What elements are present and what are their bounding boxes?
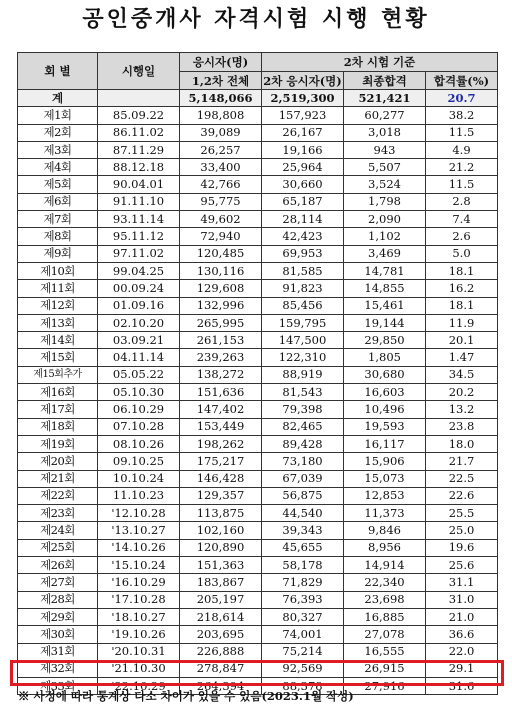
cell-applicants-all: 153,449 xyxy=(180,418,262,435)
header-applicants-second: 2차 응시자(명) xyxy=(263,73,342,88)
exam-statistics-table xyxy=(17,52,498,695)
cell-final-pass: 15,073 xyxy=(344,470,426,487)
cell-final-pass: 19,144 xyxy=(344,314,426,331)
cell-applicants-second: 44,540 xyxy=(262,505,344,522)
cell-final-pass: 3,524 xyxy=(344,176,426,193)
cell-applicants-all: 261,153 xyxy=(180,332,262,349)
cell-applicants-all: 239,263 xyxy=(180,349,262,366)
cell-applicants-second: 147,500 xyxy=(262,332,344,349)
cell-pass-rate: 1.47 xyxy=(426,349,498,366)
cell-round: 제29회 xyxy=(18,608,98,625)
cell-applicants-second: 82,465 xyxy=(262,418,344,435)
cell-date: 87.11.29 xyxy=(98,141,180,158)
cell-applicants-all: 147,402 xyxy=(180,401,262,418)
cell-applicants-all: 39,089 xyxy=(180,124,262,141)
cell-final-pass: 8,956 xyxy=(344,539,426,556)
cell-round: 제22회 xyxy=(18,487,98,504)
cell-date: '15.10.24 xyxy=(98,557,180,574)
cell-date: 06.10.29 xyxy=(98,401,180,418)
cell-date: '17.10.28 xyxy=(98,591,180,608)
cell-applicants-all: 198,808 xyxy=(180,107,262,124)
cell-date: 95.11.12 xyxy=(98,228,180,245)
latest-round-highlight-box xyxy=(10,660,504,686)
cell-pass-rate: 5.0 xyxy=(426,245,498,262)
cell-round: 제15회추가 xyxy=(18,366,98,383)
cell-pass-rate: 34.5 xyxy=(426,366,498,383)
cell-applicants-all: 151,636 xyxy=(180,384,262,401)
cell-pass-rate: 20.1 xyxy=(426,332,498,349)
cell-pass-rate: 21.7 xyxy=(426,453,498,470)
cell-pass-rate: 11.9 xyxy=(426,314,498,331)
cell-pass-rate: 22.6 xyxy=(426,487,498,504)
cell-pass-rate: 25.5 xyxy=(426,505,498,522)
cell-final-pass: 1,805 xyxy=(344,349,426,366)
cell-round: 제21회 xyxy=(18,470,98,487)
cell-date: '19.10.26 xyxy=(98,626,180,643)
table-row xyxy=(18,228,498,245)
cell-date: 05.05.22 xyxy=(98,366,180,383)
cell-final-pass: 22,340 xyxy=(344,574,426,591)
cell-applicants-second: 58,178 xyxy=(262,557,344,574)
cell-final-pass: 9,846 xyxy=(344,522,426,539)
cell-applicants-second: 76,393 xyxy=(262,591,344,608)
cell-final-pass: 16,117 xyxy=(344,435,426,452)
cell-date: 00.09.24 xyxy=(98,280,180,297)
cell-pass-rate: 22.5 xyxy=(426,470,498,487)
cell-round: 제5회 xyxy=(18,176,98,193)
cell-applicants-second: 73,180 xyxy=(262,453,344,470)
cell-applicants-second: 67,039 xyxy=(262,470,344,487)
cell-pass-rate: 13.2 xyxy=(426,401,498,418)
cell-applicants-second: 28,114 xyxy=(262,211,344,228)
cell-date: 08.10.26 xyxy=(98,435,180,452)
cell-applicants-all: 226,888 xyxy=(180,643,262,660)
table-row xyxy=(18,262,498,279)
cell-applicants-all: 129,608 xyxy=(180,280,262,297)
cell-applicants-all: 129,357 xyxy=(180,487,262,504)
cell-applicants-all: 130,116 xyxy=(180,262,262,279)
cell-pass-rate: 36.6 xyxy=(426,626,498,643)
cell-pass-rate: 18.1 xyxy=(426,297,498,314)
cell-date: 03.09.21 xyxy=(98,332,180,349)
header-final-pass: 최종합격 xyxy=(344,72,426,90)
table-row xyxy=(18,522,498,539)
cell-applicants-all: 102,160 xyxy=(180,522,262,539)
cell-pass-rate: 31.1 xyxy=(426,574,498,591)
cell-date: '18.10.27 xyxy=(98,608,180,625)
cell-round: 제15회 xyxy=(18,349,98,366)
table-row xyxy=(18,384,498,401)
cell-applicants-second: 69,953 xyxy=(262,245,344,262)
cell-final-pass: 2,090 xyxy=(344,211,426,228)
cell-final-pass: 3,018 xyxy=(344,124,426,141)
table-row xyxy=(18,608,498,625)
cell-date: 88.12.18 xyxy=(98,159,180,176)
table-row xyxy=(18,505,498,522)
cell-final-pass: 26,915 xyxy=(344,660,426,677)
cell-applicants-all: 120,485 xyxy=(180,245,262,262)
cell-applicants-all: 120,890 xyxy=(180,539,262,556)
cell-pass-rate: 18.1 xyxy=(426,262,498,279)
cell-date: 97.11.02 xyxy=(98,245,180,262)
cell-date: 11.10.23 xyxy=(98,487,180,504)
cell-applicants-second: 91,823 xyxy=(262,280,344,297)
cell-final-pass: 60,277 xyxy=(344,107,426,124)
cell-applicants-all: 205,197 xyxy=(180,591,262,608)
cell-final-pass: 11,373 xyxy=(344,505,426,522)
cell-pass-rate: 19.6 xyxy=(426,539,498,556)
table-row xyxy=(18,557,498,574)
cell-final-pass: 1,102 xyxy=(344,228,426,245)
cell-applicants-second: 30,660 xyxy=(262,176,344,193)
cell-pass-rate: 31.0 xyxy=(426,591,498,608)
cell-round: 제4회 xyxy=(18,159,98,176)
cell-pass-rate: 20.2 xyxy=(426,384,498,401)
cell-pass-rate: 11.5 xyxy=(426,176,498,193)
header-date: 시행일 xyxy=(98,53,180,90)
cell-applicants-second: 157,923 xyxy=(262,107,344,124)
table-row xyxy=(18,366,498,383)
cell-applicants-second: 122,310 xyxy=(262,349,344,366)
cell-final-pass: 19,593 xyxy=(344,418,426,435)
cell-round: 제11회 xyxy=(18,280,98,297)
cell-final-pass: 10,496 xyxy=(344,401,426,418)
cell-applicants-second: 81,585 xyxy=(262,262,344,279)
cell-date: '16.10.29 xyxy=(98,574,180,591)
cell-date: '14.10.26 xyxy=(98,539,180,556)
header-applicants-all: 1,2차 전체 xyxy=(180,72,262,90)
cell-round: 제23회 xyxy=(18,505,98,522)
cell-pass-rate: 7.4 xyxy=(426,211,498,228)
cell-applicants-all: 265,995 xyxy=(180,314,262,331)
header-pass-rate: 합격률(%) xyxy=(426,72,498,90)
header-round: 회 별 xyxy=(18,53,98,90)
cell-date: 99.04.25 xyxy=(98,262,180,279)
table-row xyxy=(18,124,498,141)
cell-final-pass: 12,853 xyxy=(344,487,426,504)
table-row xyxy=(18,107,498,124)
cell-pass-rate: 2.6 xyxy=(426,228,498,245)
cell-applicants-second: 89,428 xyxy=(262,435,344,452)
table-row xyxy=(18,453,498,470)
cell-round: 제18회 xyxy=(18,418,98,435)
cell-round: 제10회 xyxy=(18,262,98,279)
cell-applicants-all: 151,363 xyxy=(180,557,262,574)
table-row xyxy=(18,643,498,660)
cell-pass-rate: 11.5 xyxy=(426,124,498,141)
table-row xyxy=(18,280,498,297)
cell-date: '12.10.28 xyxy=(98,505,180,522)
header-second-exam-group: 2차 시험 기준 xyxy=(262,53,498,72)
cell-final-pass: 15,906 xyxy=(344,453,426,470)
cell-applicants-all: 278,847 xyxy=(180,660,262,677)
cell-applicants-second: 25,964 xyxy=(262,159,344,176)
table-row xyxy=(18,435,498,452)
total-applicants-all: 5,148,066 xyxy=(180,90,262,107)
cell-round: 제1회 xyxy=(18,107,98,124)
cell-pass-rate: 21.2 xyxy=(426,159,498,176)
cell-applicants-all: 183,867 xyxy=(180,574,262,591)
cell-pass-rate: 21.0 xyxy=(426,608,498,625)
cell-round: 제16회 xyxy=(18,384,98,401)
cell-round: 제33회 xyxy=(18,678,98,695)
cell-date: 86.11.02 xyxy=(98,124,180,141)
table-row xyxy=(18,193,498,210)
cell-applicants-second: 19,166 xyxy=(262,141,344,158)
cell-final-pass: 29,850 xyxy=(344,332,426,349)
cell-applicants-all: 42,766 xyxy=(180,176,262,193)
cell-date: 10.10.24 xyxy=(98,470,180,487)
cell-round: 제17회 xyxy=(18,401,98,418)
cell-final-pass: 14,781 xyxy=(344,262,426,279)
cell-final-pass: 27,916 xyxy=(344,678,426,695)
table-row xyxy=(18,487,498,504)
cell-applicants-all: 146,428 xyxy=(180,470,262,487)
cell-applicants-all: 113,875 xyxy=(180,505,262,522)
footnote: ※ 사정에 따라 통계상 다소 차이가 있을 수 있음(2023.1월 작성) xyxy=(18,689,354,703)
cell-applicants-second: 56,875 xyxy=(262,487,344,504)
cell-date: '13.10.27 xyxy=(98,522,180,539)
total-applicants-second: 2,519,300 xyxy=(262,90,344,107)
cell-applicants-second: 65,187 xyxy=(262,193,344,210)
table-row xyxy=(18,245,498,262)
table-row xyxy=(18,401,498,418)
cell-round: 제25회 xyxy=(18,539,98,556)
cell-date: 90.04.01 xyxy=(98,176,180,193)
cell-applicants-all: 26,257 xyxy=(180,141,262,158)
table-row xyxy=(18,539,498,556)
cell-pass-rate: 31.6 xyxy=(426,678,498,695)
cell-final-pass: 14,914 xyxy=(344,557,426,574)
cell-final-pass: 1,798 xyxy=(344,193,426,210)
cell-round: 제24회 xyxy=(18,522,98,539)
cell-applicants-all: 132,996 xyxy=(180,297,262,314)
cell-applicants-second: 92,569 xyxy=(262,660,344,677)
table-row xyxy=(18,211,498,228)
cell-applicants-all: 218,614 xyxy=(180,608,262,625)
cell-final-pass: 16,603 xyxy=(344,384,426,401)
table-row xyxy=(18,470,498,487)
cell-applicants-second: 39,343 xyxy=(262,522,344,539)
cell-applicants-second: 79,398 xyxy=(262,401,344,418)
cell-pass-rate: 22.0 xyxy=(426,643,498,660)
cell-round: 제20회 xyxy=(18,453,98,470)
total-label: 계 xyxy=(18,90,98,107)
cell-applicants-second: 42,423 xyxy=(262,228,344,245)
cell-date: 09.10.25 xyxy=(98,453,180,470)
table-row xyxy=(18,141,498,158)
cell-date: 04.11.14 xyxy=(98,349,180,366)
cell-final-pass: 15,461 xyxy=(344,297,426,314)
cell-round: 제30회 xyxy=(18,626,98,643)
cell-round: 제12회 xyxy=(18,297,98,314)
cell-round: 제2회 xyxy=(18,124,98,141)
cell-round: 제3회 xyxy=(18,141,98,158)
cell-applicants-second: 85,456 xyxy=(262,297,344,314)
cell-round: 제8회 xyxy=(18,228,98,245)
cell-applicants-all: 264,394 xyxy=(180,678,262,695)
cell-round: 제14회 xyxy=(18,332,98,349)
cell-date: 91.11.10 xyxy=(98,193,180,210)
cell-pass-rate: 18.0 xyxy=(426,435,498,452)
cell-round: 제28회 xyxy=(18,591,98,608)
table-row xyxy=(18,297,498,314)
cell-final-pass: 943 xyxy=(344,141,426,158)
cell-pass-rate: 23.8 xyxy=(426,418,498,435)
cell-date: '20.10.31 xyxy=(98,643,180,660)
cell-pass-rate: 29.1 xyxy=(426,660,498,677)
table-row xyxy=(18,349,498,366)
cell-round: 제13회 xyxy=(18,314,98,331)
cell-date: 07.10.28 xyxy=(98,418,180,435)
cell-applicants-second: 75,214 xyxy=(262,643,344,660)
cell-final-pass: 16,885 xyxy=(344,608,426,625)
cell-applicants-all: 175,217 xyxy=(180,453,262,470)
cell-applicants-second: 80,327 xyxy=(262,608,344,625)
cell-applicants-second: 81,543 xyxy=(262,384,344,401)
cell-applicants-second: 74,001 xyxy=(262,626,344,643)
cell-applicants-all: 198,262 xyxy=(180,435,262,452)
cell-round: 제19회 xyxy=(18,435,98,452)
cell-applicants-all: 138,272 xyxy=(180,366,262,383)
cell-date: 93.11.14 xyxy=(98,211,180,228)
cell-applicants-all: 49,602 xyxy=(180,211,262,228)
total-row xyxy=(18,90,498,107)
total-final-pass: 521,421 xyxy=(344,90,426,107)
header-applicants-group: 응시자(명) xyxy=(180,53,262,72)
cell-round: 제27회 xyxy=(18,574,98,591)
table-row xyxy=(18,418,498,435)
cell-final-pass: 5,507 xyxy=(344,159,426,176)
cell-final-pass: 23,698 xyxy=(344,591,426,608)
cell-final-pass: 14,855 xyxy=(344,280,426,297)
cell-applicants-second: 88,919 xyxy=(262,366,344,383)
cell-applicants-second: 45,655 xyxy=(262,539,344,556)
table-row xyxy=(18,314,498,331)
cell-pass-rate: 4.9 xyxy=(426,141,498,158)
table-row xyxy=(18,176,498,193)
cell-pass-rate: 25.0 xyxy=(426,522,498,539)
cell-date: '21.10.30 xyxy=(98,660,180,677)
table-row xyxy=(18,332,498,349)
total-pass-rate: 20.7 xyxy=(426,90,498,107)
cell-final-pass: 3,469 xyxy=(344,245,426,262)
cell-round: 제32회 xyxy=(18,660,98,677)
cell-date: 85.09.22 xyxy=(98,107,180,124)
cell-final-pass: 16,555 xyxy=(344,643,426,660)
cell-date: '22.10.29 xyxy=(98,678,180,695)
cell-applicants-second: 88,378 xyxy=(262,678,344,695)
cell-round: 제31회 xyxy=(18,643,98,660)
cell-date: 02.10.20 xyxy=(98,314,180,331)
cell-applicants-all: 72,940 xyxy=(180,228,262,245)
cell-final-pass: 30,680 xyxy=(344,366,426,383)
cell-date: 05.10.30 xyxy=(98,384,180,401)
cell-pass-rate: 25.6 xyxy=(426,557,498,574)
cell-applicants-second: 26,167 xyxy=(262,124,344,141)
cell-pass-rate: 16.2 xyxy=(426,280,498,297)
table-row xyxy=(18,159,498,176)
page-title: 공인중개사 자격시험 시행 현황 xyxy=(82,6,430,32)
table-row xyxy=(18,591,498,608)
cell-round: 제9회 xyxy=(18,245,98,262)
cell-applicants-all: 95,775 xyxy=(180,193,262,210)
cell-date: 01.09.16 xyxy=(98,297,180,314)
total-date xyxy=(98,90,180,107)
cell-final-pass: 27,078 xyxy=(344,626,426,643)
table-row xyxy=(18,574,498,591)
cell-applicants-all: 33,400 xyxy=(180,159,262,176)
cell-applicants-second: 159,795 xyxy=(262,314,344,331)
cell-applicants-second: 71,829 xyxy=(262,574,344,591)
cell-pass-rate: 38.2 xyxy=(426,107,498,124)
cell-round: 제6회 xyxy=(18,193,98,210)
cell-round: 제7회 xyxy=(18,211,98,228)
table-row xyxy=(18,626,498,643)
cell-pass-rate: 2.8 xyxy=(426,193,498,210)
cell-applicants-all: 203,695 xyxy=(180,626,262,643)
cell-round: 제26회 xyxy=(18,557,98,574)
